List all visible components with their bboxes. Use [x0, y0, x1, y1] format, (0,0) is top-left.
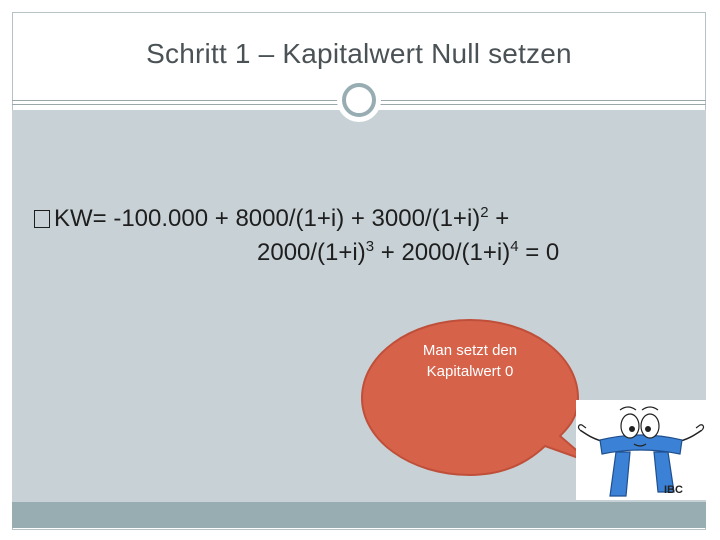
slide-title: Schritt 1 – Kapitalwert Null setzen — [146, 38, 572, 69]
callout-text — [382, 340, 558, 382]
callout-line-1: Man setzt den — [422, 342, 518, 359]
equation-line-1-tail: + — [488, 205, 510, 232]
equation-line-2-tail: = 0 — [518, 239, 560, 266]
pi-character-icon — [576, 400, 706, 500]
exponent: 3 — [365, 238, 375, 255]
equation-line-2-mid: + 2000/(1+i) — [374, 239, 511, 266]
equation-line-1-text: KW= -100.000 + 8000/(1+i) + 3000/(1+i) — [54, 205, 481, 232]
equation-line-2-text: 2000/(1+i) — [257, 239, 366, 266]
exponent: 2 — [480, 204, 489, 221]
exponent: 4 — [510, 238, 519, 255]
ibc-logo: IBC — [664, 484, 683, 496]
callout-line-2: Kapitalwert 0 — [426, 363, 514, 380]
pi-mascot — [576, 400, 706, 500]
